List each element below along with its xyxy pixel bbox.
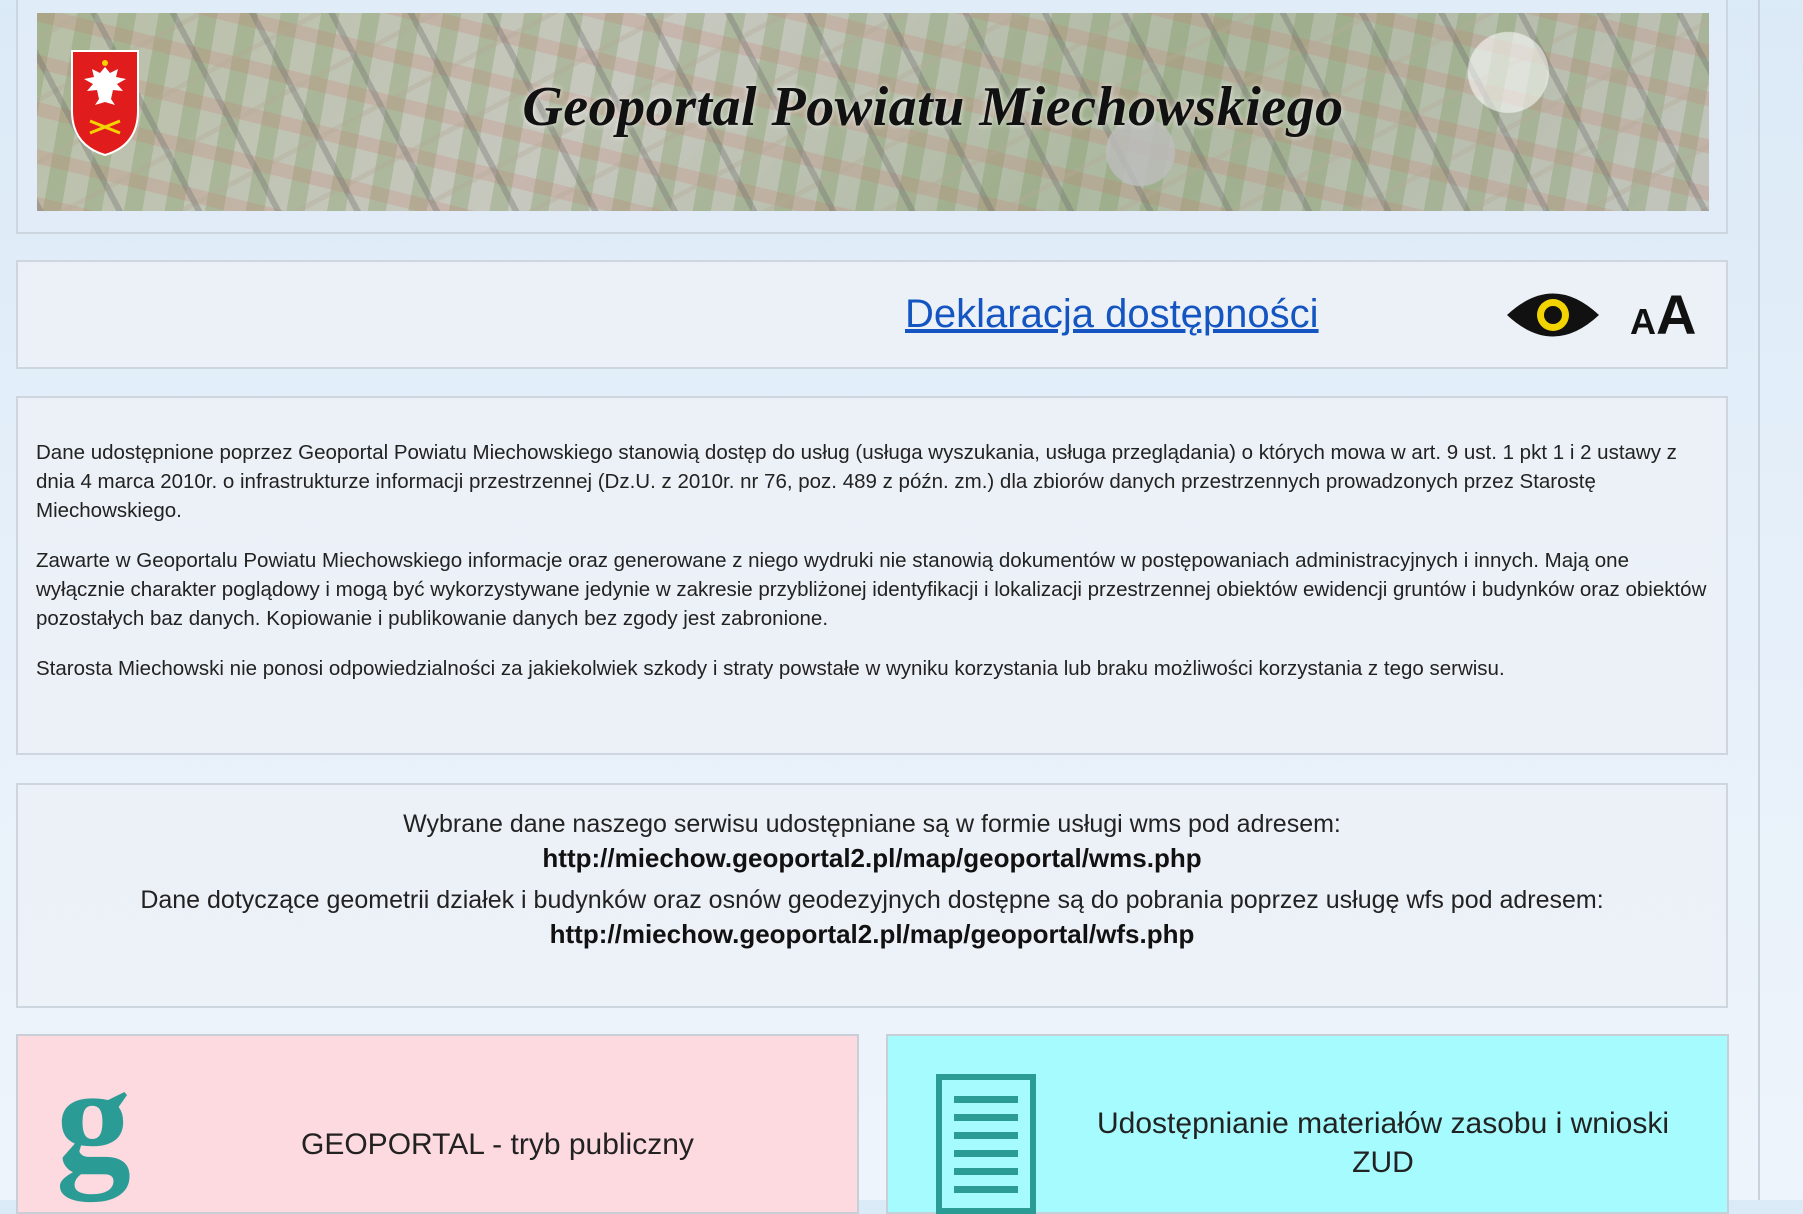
header-panel xyxy=(16,0,1728,234)
geoportal-public-tile[interactable] xyxy=(16,1034,859,1214)
wms-description: Wybrane dane naszego serwisu udostępniane są w formie usługi wms pod adresem: xyxy=(403,810,1341,838)
geoportal-g-logo: g xyxy=(56,1036,131,1202)
disclaimer-paragraph: Zawarte w Geoportalu Powiatu Miechowskiego informacje oraz generowane z niego wydruki nie stanowią dokumentów w postępowaniach administracyjnych i innych. Mają one wyłącznie charakter poglądowy i mogą być wykorzystywane jedynie w zakresie przybliżonej identyfikacji i lokalizacji przestrzennej obiektów ewidencji gruntów i budynków oraz obiektów pozostałych baz danych. Kopiowanie i publikowanie danych bez zgody jest zabronione. xyxy=(36,549,1707,630)
document-icon xyxy=(936,1074,1036,1214)
font-size-small-label: A xyxy=(1630,301,1656,342)
site-title: Geoportal Powiatu Miechowskiego xyxy=(522,76,1344,138)
accessibility-declaration-link[interactable]: Deklaracja dostępności xyxy=(905,292,1319,336)
services-panel xyxy=(16,783,1728,1008)
resource-materials-label: Udostępnianie materiałów zasobu i wnioski ZUD xyxy=(1097,1107,1669,1179)
wfs-url: http://miechow.geoportal2.pl/map/geoportal/wfs.php xyxy=(549,919,1195,949)
page-right-border xyxy=(1758,0,1760,1200)
eye-icon[interactable] xyxy=(1505,284,1601,346)
wms-url: http://miechow.geoportal2.pl/map/geoportal/wms.php xyxy=(542,843,1202,873)
disclaimer-paragraph: Dane udostępnione poprzez Geoportal Powiatu Miechowskiego stanowią dostęp do usług (usługa wyszukania, usługa przeglądania) o których mowa w art. 9 ust. 1 pkt 1 i 2 ustawy z dnia 4 marca 2010r. o infrastrukturze informacji przestrzennej (Dz.U. z 2010r. nr 76, poz. 489 z późn. zm.) dla zbiorów danych przestrzennych prowadzonych przez Starostę Miechowskiego. xyxy=(36,441,1677,522)
disclaimer-paragraph: Starosta Miechowski nie ponosi odpowiedzialności za jakiekolwiek szkody i straty powstałe w wyniku korzystania lub braku możliwości korzystania z tego serwisu. xyxy=(36,657,1505,680)
font-size-large-label: A xyxy=(1656,283,1697,346)
accessibility-bar xyxy=(16,260,1728,369)
font-size-toggle-button[interactable] xyxy=(1630,282,1696,347)
wfs-description: Dane dotyczące geometrii działek i budynków oraz osnów geodezyjnych dostępne są do pobrania poprzez usługę wfs pod adresem: xyxy=(140,886,1604,914)
geoportal-public-label: GEOPORTAL - tryb publiczny xyxy=(301,1128,694,1161)
disclaimer-panel xyxy=(16,396,1728,755)
header-banner xyxy=(37,13,1709,211)
resource-materials-tile[interactable] xyxy=(886,1034,1729,1214)
